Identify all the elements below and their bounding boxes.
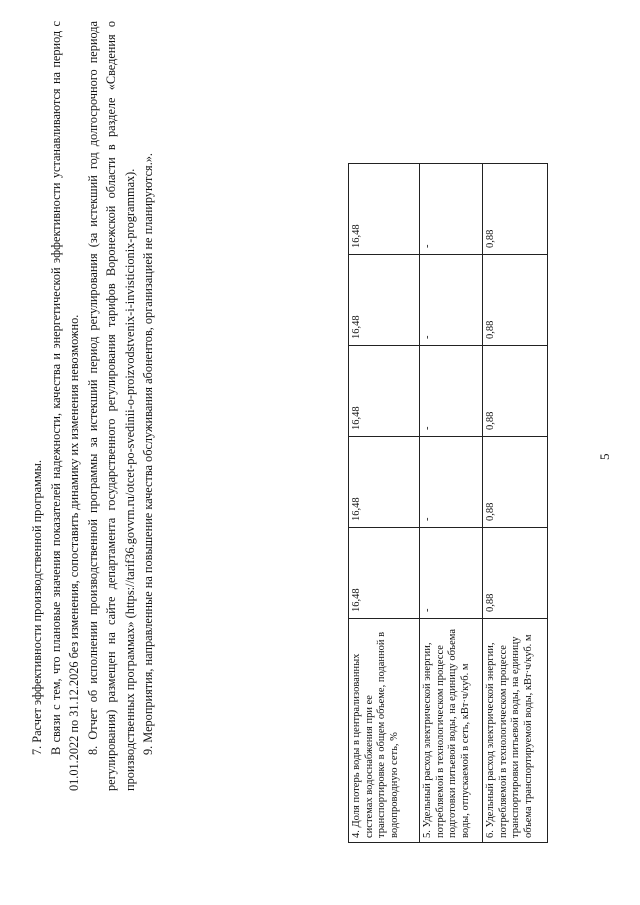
- page-number: 5: [597, 453, 612, 460]
- table-cell: 16,48: [349, 346, 420, 437]
- indicators-table: [348, 163, 548, 843]
- table-cell: -: [420, 255, 483, 346]
- table-cell: 0,88: [483, 437, 548, 528]
- table-cell: -: [420, 346, 483, 437]
- table-cell: 16,48: [349, 255, 420, 346]
- row-label: 6. Удельный расход электрической энергии, потребляемой в технологическом процессе транспортировки питьевой воды, на единицу объема транспортируемой воды, кВт·ч/куб. м: [483, 619, 548, 843]
- row-label: 4. Доля потерь воды в централизованных системах водоснабжения при ее транспортировке в общем объеме, поданной в водопроводную сеть, %: [349, 619, 420, 843]
- table-cell: 0,88: [483, 346, 548, 437]
- row-label: 5. Удельный расход электрической энергии, потребляемой в технологическом процессе подготовки питьевой воды, на единицу объема воды, отпускаемой в сеть, кВт·ч/куб. м: [420, 619, 483, 843]
- table-cell: -: [420, 437, 483, 528]
- body-text: [28, 21, 158, 791]
- table-cell: -: [420, 164, 483, 255]
- table-cell: 16,48: [349, 164, 420, 255]
- section-7-title: 7. Расчет эффективности производственной программы.: [30, 459, 44, 755]
- table-cell: 0,88: [483, 255, 548, 346]
- table-cell: 16,48: [349, 437, 420, 528]
- table-row: [349, 164, 420, 843]
- table-cell: 0,88: [483, 528, 548, 619]
- section-7-text: В связи с тем, что плановые значения показателей надежности, качества и энергетической эффективности устанавливаются на период с 01.01.2022 по 31.12.2026 без изменения, сопоставить динамику их изменения невозможно.: [48, 21, 81, 791]
- table-cell: -: [420, 528, 483, 619]
- table-row: [483, 164, 548, 843]
- table-row: [420, 164, 483, 843]
- section-9-text: 9. Мероприятия, направленные на повышение качества обслуживания абонентов, организацией не планируются.».: [141, 153, 155, 755]
- table-cell: 0,88: [483, 164, 548, 255]
- section-8-text: 8. Отчет об исполнении производственной программы за истекший период регулирования (за истекший год долгосрочного периода регулирования) размещен на сайте департамента государственного регулирования тарифов Воронежской области в разделе «Сведения о производственных программах» (https://tarif36.govvrn.ru/otcet-po-svedinii-o-proizvodstvenix-i-invisticionix-programmax).: [85, 21, 137, 791]
- table-cell: 16,48: [349, 528, 420, 619]
